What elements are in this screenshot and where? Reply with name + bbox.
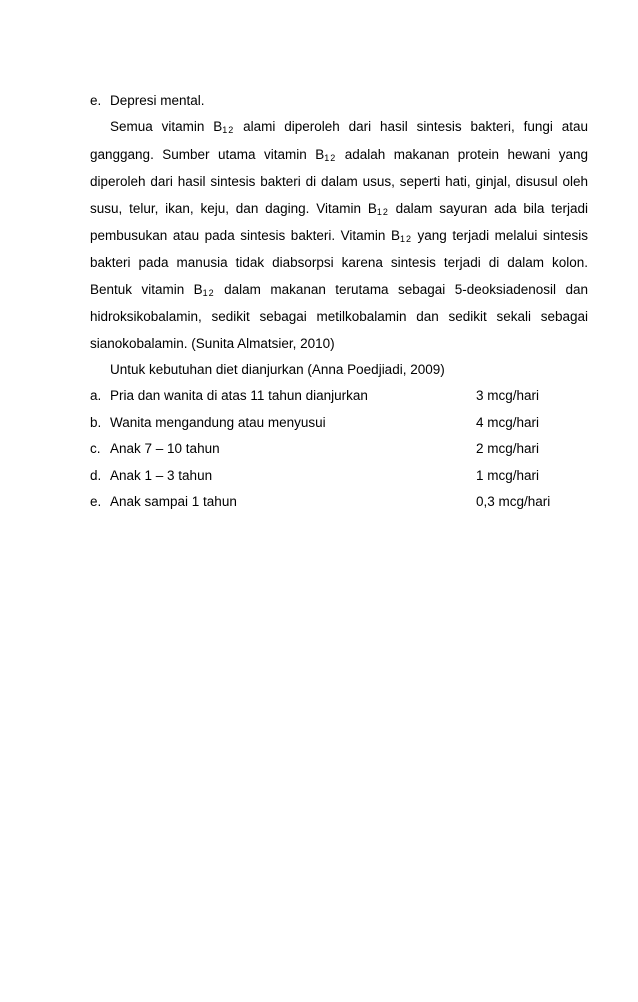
- text-run: adalah makanan protein hewani yang diperoleh dari hasil sintesis bakteri di dalam usus, seperti hati, ginjal, disusul oleh susu, telur, ikan, keju, dan daging. Vitamin B: [90, 146, 589, 216]
- subscript: 12: [324, 152, 337, 163]
- requirement-row: [90, 383, 588, 409]
- requirements-list: [90, 383, 588, 515]
- list-marker: c.: [90, 441, 101, 457]
- list-marker: a.: [90, 388, 102, 404]
- document-page: [90, 88, 588, 515]
- requirement-row: [90, 489, 588, 515]
- requirement-group: Anak 7 – 10 tahun: [110, 441, 220, 457]
- requirement-row: [90, 463, 588, 489]
- subscript: 12: [202, 287, 215, 298]
- requirements-intro: Untuk kebutuhan diet dianjurkan (Anna Poedjiadi, 2009): [110, 362, 445, 378]
- list-marker: d.: [90, 467, 102, 483]
- subscript: 12: [399, 234, 412, 245]
- requirement-row: [90, 436, 588, 462]
- requirement-value: 2 mcg/hari: [476, 441, 540, 457]
- list-marker: b.: [90, 414, 102, 430]
- subscript: 12: [376, 206, 389, 217]
- requirement-group: Anak 1 – 3 tahun: [110, 467, 213, 483]
- text-run: dalam sayuran ada bila terjadi pembusukan atau pada sintesis bakteri. Vitamin B: [90, 200, 588, 244]
- requirement-group: Wanita mengandung atau menyusui: [110, 414, 326, 430]
- requirement-group: Pria dan wanita di atas 11 tahun dianjurkan: [110, 388, 368, 404]
- requirement-value: 0,3 mcg/hari: [476, 494, 551, 509]
- list-item-text: Depresi mental.: [110, 93, 205, 108]
- text-run: yang terjadi melalui sintesis bakteri pada manusia tidak diabsorpsi karena sintesis terjadi di dalam kolon. Bentuk vitamin B: [90, 228, 588, 297]
- requirement-group: Anak sampai 1 tahun: [110, 494, 237, 509]
- list-marker: e.: [90, 494, 102, 509]
- text-run: Semua vitamin B: [110, 119, 223, 135]
- requirement-value: 4 mcg/hari: [476, 414, 540, 430]
- text-run: dalam makanan terutama sebagai 5-deoksiadenosil dan hidroksikobalamin, sedikit sebagai metilkobalamin dan sedikit sekali sebagai sianokobalamin. (Sunita Almatsier, 2010): [90, 281, 589, 351]
- subscript: 12: [222, 125, 235, 136]
- requirement-row: [90, 410, 588, 436]
- text-run: alami diperoleh dari hasil sintesis bakteri, fungi atau ganggang. Sumber utama vitamin B: [90, 119, 588, 162]
- list-marker: e.: [90, 93, 102, 108]
- list-item-depresi: [90, 88, 588, 114]
- vitamin-b12-paragraph: [90, 114, 588, 357]
- requirement-value: 1 mcg/hari: [476, 467, 540, 483]
- requirement-value: 3 mcg/hari: [476, 388, 540, 404]
